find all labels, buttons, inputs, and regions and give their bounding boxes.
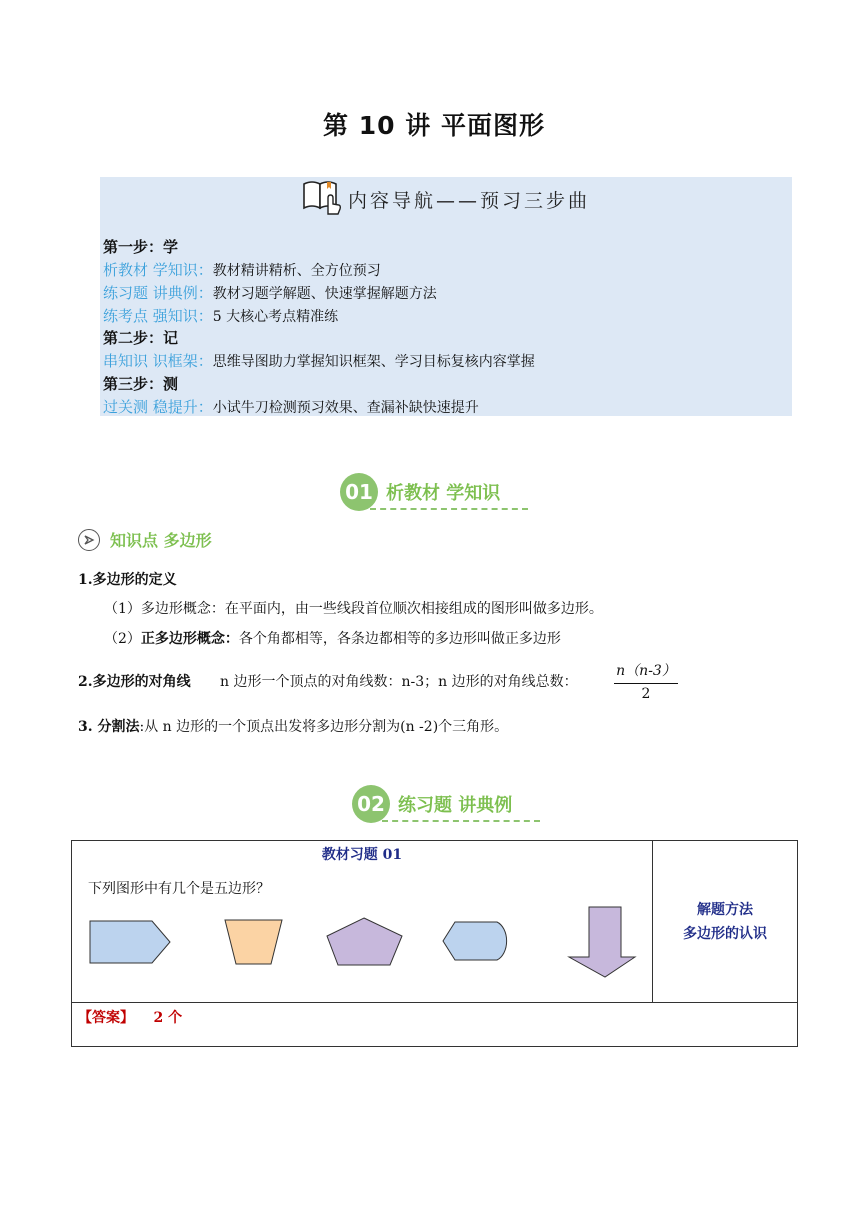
nav-step-3: 第三步：测 [103, 375, 179, 393]
nav-step-2: 第二步：记 [103, 329, 179, 347]
nav-item-test: 过关测 稳提升：小试牛刀检测预习效果、查漏补缺快速提升 [103, 398, 479, 416]
diagonal-heading: 2.多边形的对角线 [78, 674, 191, 690]
exercise-question: 下列图形中有几个是五边形？ [88, 881, 270, 897]
nav-item-study: 析教材 学知识：教材精讲精析、全方位预习 [103, 261, 381, 279]
diagonal-total-fraction [614, 660, 678, 702]
polygon-concept: （1）多边形概念：在平面内，由一些线段首位顺次相接组成的图形叫做多边形。 [104, 601, 603, 617]
definition-heading: 1.多边形的定义 [78, 572, 177, 588]
division-method: 3. 分割法:从 n 边形的一个顶点出发将多边形分割为(n -2)个三角形。 [78, 719, 509, 735]
solution-method-cell [653, 841, 798, 1003]
method-title: 解题方法 [697, 901, 753, 918]
pentagon-shape [327, 918, 402, 965]
regular-polygon-concept: （2）正多边形概念：各个角都相等，各条边都相等的多边形叫做正多边形 [104, 631, 561, 647]
nav-item-framework: 串知识 识框架：思维导图助力掌握知识框架、学习目标复核内容掌握 [103, 352, 535, 370]
page-title: 第 10 讲 平面图形 [323, 111, 545, 140]
nav-item-exam-points: 练考点 强知识：5 大核心考点精准练 [103, 307, 339, 325]
fraction-numerator: n（n-3） [616, 663, 676, 679]
exercise-table [71, 840, 798, 1047]
fraction-denominator: 2 [641, 686, 651, 702]
diagonal-formula-text: n 边形一个顶点的对角线数：n-3；n 边形的对角线总数： [220, 674, 578, 690]
answer-line: 【答案】 2 个 [78, 1010, 183, 1026]
book-hand-icon [300, 178, 344, 220]
nav-step-1: 第一步：学 [103, 238, 179, 256]
down-arrow-shape [569, 907, 635, 977]
section-title: 析教材 学知识 [386, 483, 501, 504]
exercise-question-cell [72, 841, 653, 1003]
section-title: 练习题 讲典例 [398, 795, 513, 816]
nav-item-practice: 练习题 讲典例：教材习题学解题、快速掌握解题方法 [103, 284, 437, 302]
knowledge-point-heading: 知识点 多边形 [78, 528, 212, 551]
content-navigation-title: 内容导航——预习三步曲 [348, 189, 591, 212]
section-divider [382, 820, 540, 822]
section-number-badge: 02 [352, 785, 390, 823]
answer-cell [72, 1003, 798, 1047]
section-divider [370, 508, 528, 510]
rounded-hexagon-shape [443, 922, 507, 960]
section-header-02 [352, 784, 512, 824]
trapezoid-shape [225, 920, 282, 964]
exercise-title: 教材习题 01 [321, 847, 403, 863]
fraction-bar [614, 683, 678, 684]
pentagon-arrow-shape [90, 921, 170, 963]
arrow-circle-icon [78, 529, 100, 551]
section-number-badge: 01 [340, 473, 378, 511]
method-text: 多边形的认识 [683, 925, 767, 942]
shapes-figure [72, 904, 652, 986]
section-header-01 [340, 472, 500, 512]
content-navigation-header [300, 180, 590, 218]
